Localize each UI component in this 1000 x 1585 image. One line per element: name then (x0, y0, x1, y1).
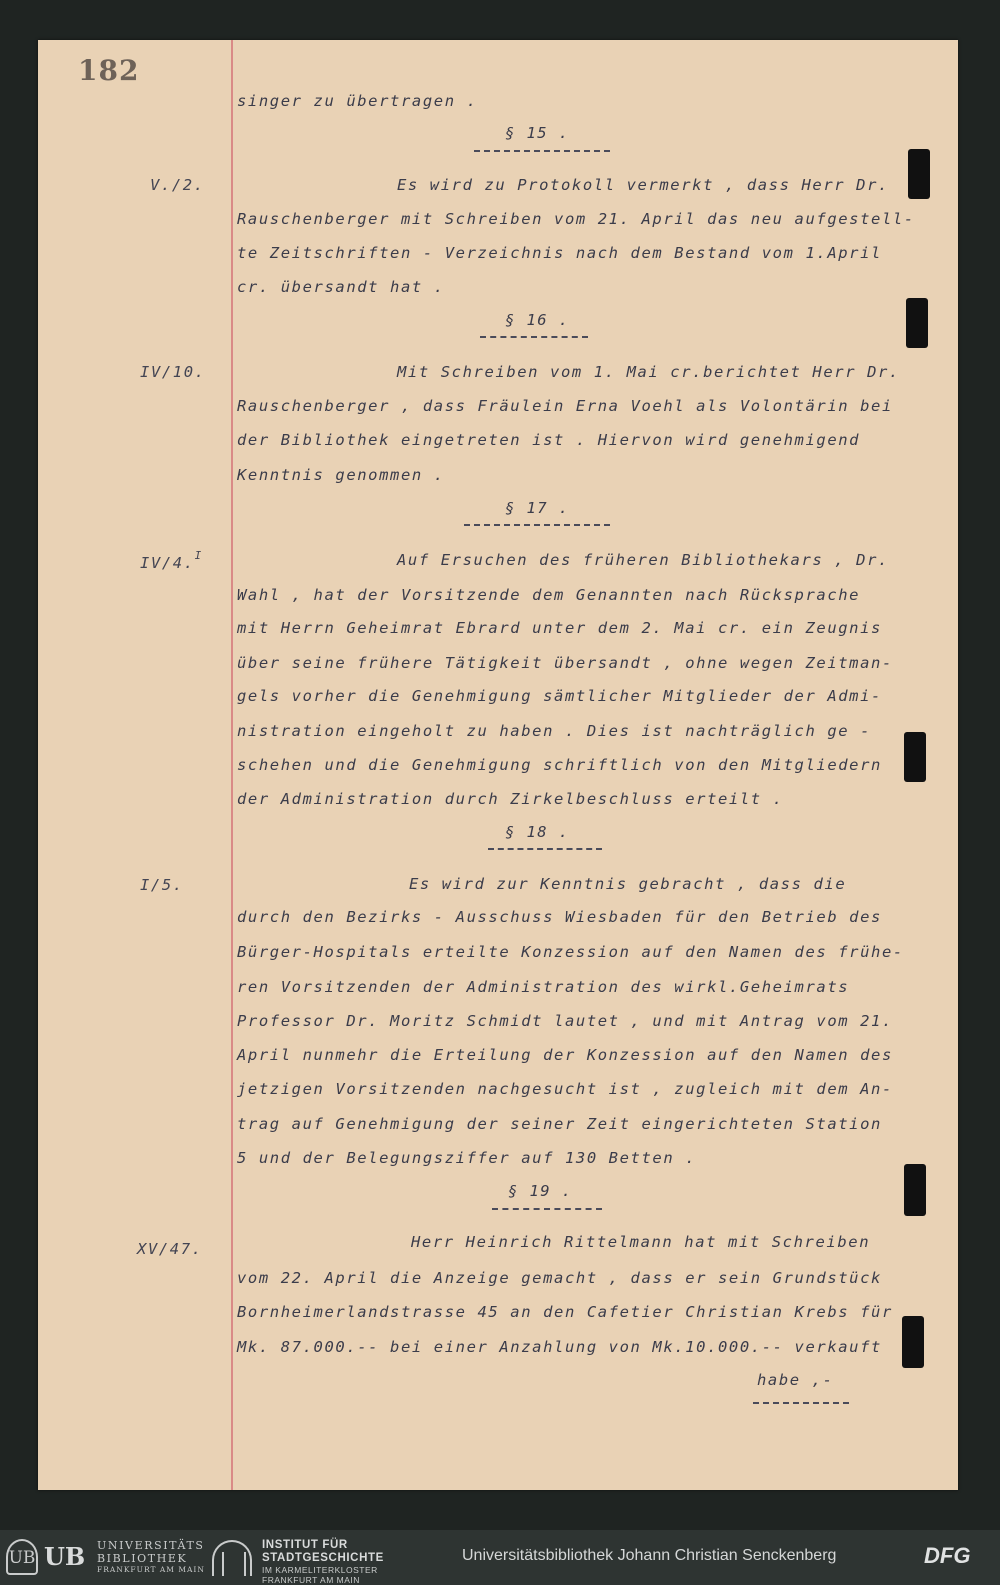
heading-underline (480, 336, 588, 338)
text-line: vom 22. April die Anzeige gemacht , dass er sein Grundstück (237, 1269, 882, 1287)
margin-reference: XV/47. (137, 1240, 203, 1258)
text-line: Wahl , hat der Vorsitzende dem Genannten nach Rücksprache (237, 586, 861, 604)
margin-reference: IV/10. (140, 363, 206, 381)
isg-logo-lines: INSTITUT FÜR STADTGESCHICHTE IM KARMELITERKLOSTER FRANKFURT AM MAIN (262, 1539, 384, 1585)
text-line: durch den Bezirks - Ausschuss Wiesbaden für den Betrieb des (237, 908, 882, 926)
text-line: nistration eingeholt zu haben . Dies ist nachträglich ge - (237, 722, 872, 740)
text-line: schehen und die Genehmigung schriftlich von den Mitgliedern (237, 756, 882, 774)
heading-underline (474, 150, 610, 152)
section-heading: § 19 . (508, 1182, 573, 1200)
index-tab (904, 1164, 926, 1216)
catchword-underline (753, 1402, 849, 1404)
text-line: Bürger-Hospitals erteilte Konzession auf den Namen des frühe- (237, 943, 904, 961)
text-line: cr. übersandt hat . (237, 278, 445, 296)
heading-underline (488, 848, 602, 850)
text-line: ren Vorsitzenden der Administration des wirkl.Geheimrats (237, 978, 850, 996)
text-line: Auf Ersuchen des früheren Bibliothekars , Dr. (397, 551, 889, 569)
text-line: Rauschenberger , dass Fräulein Erna Voehl als Volontärin bei (237, 397, 893, 415)
margin-reference: I/5. (140, 876, 184, 894)
text-line: der Administration durch Zirkelbeschluss erteilt . (237, 790, 784, 808)
text-line: April nunmehr die Erteilung der Konzession auf den Namen des (237, 1046, 893, 1064)
ub-seal-icon: UB (6, 1539, 38, 1575)
margin-reference: V./2. (150, 176, 205, 194)
heading-underline (492, 1208, 602, 1210)
footer-title: Universitätsbibliothek Johann Christian Senckenberg (462, 1547, 837, 1564)
section-heading: § 18 . (505, 823, 570, 841)
text-line: Mit Schreiben vom 1. Mai cr.berichtet Herr Dr. (397, 363, 900, 381)
ub-logo-text: UB (44, 1542, 86, 1571)
text-line: Es wird zur Kenntnis gebracht , dass die (409, 875, 847, 893)
text-line: mit Herrn Geheimrat Ebrard unter dem 2. Mai cr. ein Zeugnis (237, 619, 882, 637)
index-tab (904, 732, 926, 782)
section-heading: § 16 . (505, 311, 570, 329)
dfg-logo: DFG (924, 1543, 971, 1568)
text-line: gels vorher die Genehmigung sämtlicher Mitglieder der Admi- (237, 687, 882, 705)
isg-arch-icon (212, 1540, 252, 1576)
section-heading: § 17 . (505, 499, 570, 517)
index-tab (902, 1316, 924, 1368)
text-line: Mk. 87.000.-- bei einer Anzahlung von Mk.10.000.-- verkauft (237, 1338, 882, 1356)
index-tab (906, 298, 928, 348)
text-line: der Bibliothek eingetreten ist . Hiervon wird genehmigend (237, 431, 861, 449)
page-number: 182 (78, 54, 140, 87)
heading-underline (464, 524, 610, 526)
margin-reference: IV/4.$^I$ (140, 549, 203, 573)
footer-bar (0, 1530, 1000, 1585)
text-line: über seine frühere Tätigkeit übersandt , ohne wegen Zeitman- (237, 654, 893, 672)
text-line: Herr Heinrich Rittelmann hat mit Schreiben (411, 1233, 871, 1251)
index-tab (908, 149, 930, 199)
ub-logo-lines: UNIVERSITÄTS BIBLIOTHEK FRANKFURT AM MAIN (97, 1539, 205, 1574)
text-line: trag auf Genehmigung der seiner Zeit eingerichteten Station (237, 1115, 882, 1133)
text-line: Professor Dr. Moritz Schmidt lautet , und mit Antrag vom 21. (237, 1012, 893, 1030)
text-line: Bornheimerlandstrasse 45 an den Cafetier Christian Krebs für (237, 1303, 893, 1321)
text-line: te Zeitschriften - Verzeichnis nach dem Bestand vom 1.April (237, 244, 882, 262)
text-line: Es wird zu Protokoll vermerkt , dass Herr Dr. (397, 176, 889, 194)
text-line: singer zu übertragen . (237, 92, 478, 110)
text-line: jetzigen Vorsitzenden nachgesucht ist , zugleich mit dem An- (237, 1080, 893, 1098)
text-line: Rauschenberger mit Schreiben vom 21. April das neu aufgestell- (237, 210, 915, 228)
text-line: Kenntnis genommen . (237, 466, 445, 484)
text-line: 5 und der Belegungsziffer auf 130 Betten . (237, 1149, 697, 1167)
section-heading: § 15 . (505, 124, 570, 142)
margin-rule (231, 40, 233, 1490)
text-line: habe ,- (757, 1371, 834, 1389)
